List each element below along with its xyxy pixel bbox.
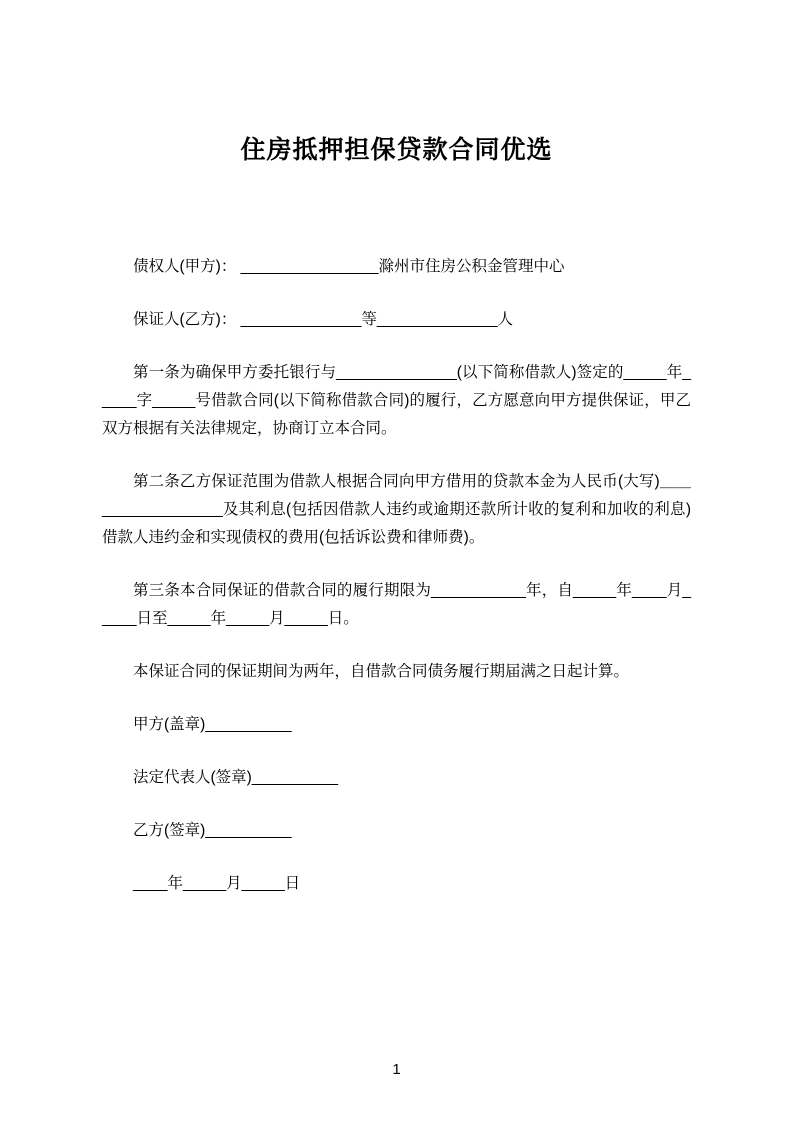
- creditor-line: 债权人(甲方)： ________________滁州市住房公积金管理中心: [133, 258, 565, 275]
- guarantee-period-line: 本保证合同的保证期间为两年，自借款合同债务履行期届满之日起计算。: [133, 663, 630, 680]
- clause-1: 第一条为确保甲方委托银行与______________(以下简称借款人)签定的_____年_____字_____号借款合同(以下简称借款合同)的履行，乙方愿意向甲方提供保证，甲乙双方根据有关法律规定，协商订立本合同。: [102, 364, 691, 437]
- page-number: 1: [392, 1061, 401, 1078]
- date-line: ____年_____月_____日: [133, 875, 301, 892]
- party-a-seal-line: 甲方(盖章)__________: [133, 716, 292, 733]
- guarantor-line: 保证人(乙方)： ______________等______________人: [133, 311, 514, 328]
- clause-2: 第二条乙方保证范围为借款人根据合同向甲方借用的贷款本金为人民币(大写)＿＿______________及其利息(包括因借款人违约或逾期还款所计收的复利和加收的利息)借款人违约金和实现债权的费用(包括诉讼费和律师费)。: [102, 473, 691, 546]
- clause-3: 第三条本合同保证的借款合同的履行期限为___________年，自_____年____月_____日至_____年_____月_____日。: [102, 582, 691, 627]
- legal-representative-line: 法定代表人(签章)__________: [133, 769, 339, 786]
- document-title: 住房抵押担保贷款合同优选: [240, 136, 553, 164]
- party-b-seal-line: 乙方(签章)__________: [133, 822, 292, 839]
